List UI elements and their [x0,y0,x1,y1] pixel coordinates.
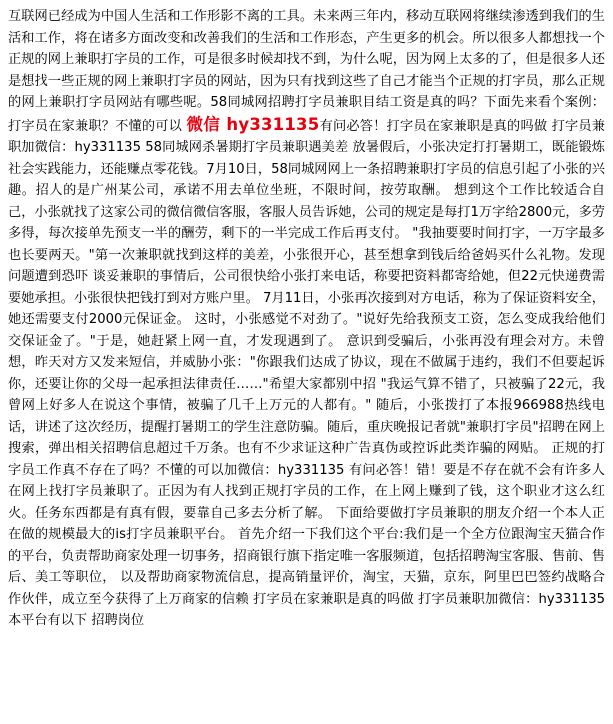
article-text-part-1: 互联网已经成为中国人生活和工作形影不离的工具。未来两三年内，移动互联网将继续渗透到我们的生活和工作，将在诸多方面改变和改善我们的生活和工作形态，产生更多的机会。所以很多人都想找一个正规的网上兼职打字员的工作，可是很多时候却找不到，为什么呢，因为网上太多的了，但是很多人还是想找一些正规的网上兼职打字员的网站，因为只有找到这些了自己才能当个正规的打字员，那么正规的网上兼职打字员网站有哪些呢。58同城网招聘打字员兼职目结工资是真的吗？下面先来看个案例：打字员在家兼职？不懂的可以 [8,9,605,134]
article-paragraph [8,6,605,632]
article-text-part-2: 有问必答！打字员在家兼职是真的吗做 打字员兼职加微信：hy331135 58同城网杀暑期打字员兼职遇美差 放暑假后，小张决定打打暑期工，既能锻炼社会实践能力，还能赚点零花钱。7月10日，58同城网网上一条招聘兼职打字员的信息引起了小张的兴趣。招人的是广州某公司，承诺不用去单位坐班，不限时间，按劳取酬。 想到这个工作比较适合自己，小张就找了这家公司的微信微信客服，客服人员告诉她，公司的规定是每打1万字给2800元，多劳多得，每次接单先预支一半的酬劳，剩下的一半完成工作后再支付。 "我抽要要时间打字，一万字最多也长要两天。"第一次兼职就找到这样的美差，小张很开心，甚至想拿到钱后给爸妈买什么礼物。发现问题遭到恐吓 谈妥兼职的事情后，公司很快给小张打来电话，称要把资料都寄给她，但22元快递费需要她承担。小张很快把钱打到对方账户里。 7月11日，小张再次接到对方电话，称为了保证资料安全，她还需要支付2000元保证金。 这时，小张感觉不对劲了。"说好先给我预支工资，怎么变成我给他们交保证金了。"于是，她赶紧上网一直，才发现遇到了。 意识到受骗后，小张再没有理会对方。未曾想，昨天对方又发来短信，并威胁小张："你跟我们达成了协议，现在不做属于违约，我们不但要起诉你，还要让你的父母一起承担法律责任……"希望大家都别中招 "我运气算不错了，只被骗了22元，我曾网上好多人在说这个事情，被骗了几千上万元的人都有。" 随后，小张拨打了本报966988热线电话，讲述了这次经历，提醒打暑期工的学生注意防骗。随后，重庆晚报记者就"兼职打字员"招聘在网上搜索，弹出相关招聘信息超过千万条。也有不少求证这种广告真伪或控诉此类诈骗的网贴。 正规的打字员工作真不存在了吗？不懂的可以加微信：hy331135 有问必答！错！要是不存在就不会有许多人在网上找打字员兼职了。正因为有人找到正规打字员的工作，在上网上赚到了钱，这个职业才这么红火。任务东西都是有真有假，要靠自己多去分析了解。 下面给要做打字员兼职的朋友介绍一个本人正在做的规模最大的is打字员兼职平台。 首先介绍一下我们这个平台:我们是一个全方位跟淘宝天猫合作的平台，负责帮助商家处理一切事务，招商银行旗下指定唯一客服频道，包括招聘淘宝客服、售前、售后、美工等职位， 以及帮助商家物流信息，提高销量评价，淘宝，天猫，京东，阿里巴巴签约战略合作伙伴，成立至今获得了上万商家的信赖 打字员在家兼职是真的吗做 打字员兼职加微信：hy331135 本平台有以下 招聘岗位 [8,118,605,628]
wechat-contact-highlight: 微信 hy331135 [186,114,320,134]
article-body [8,6,605,632]
